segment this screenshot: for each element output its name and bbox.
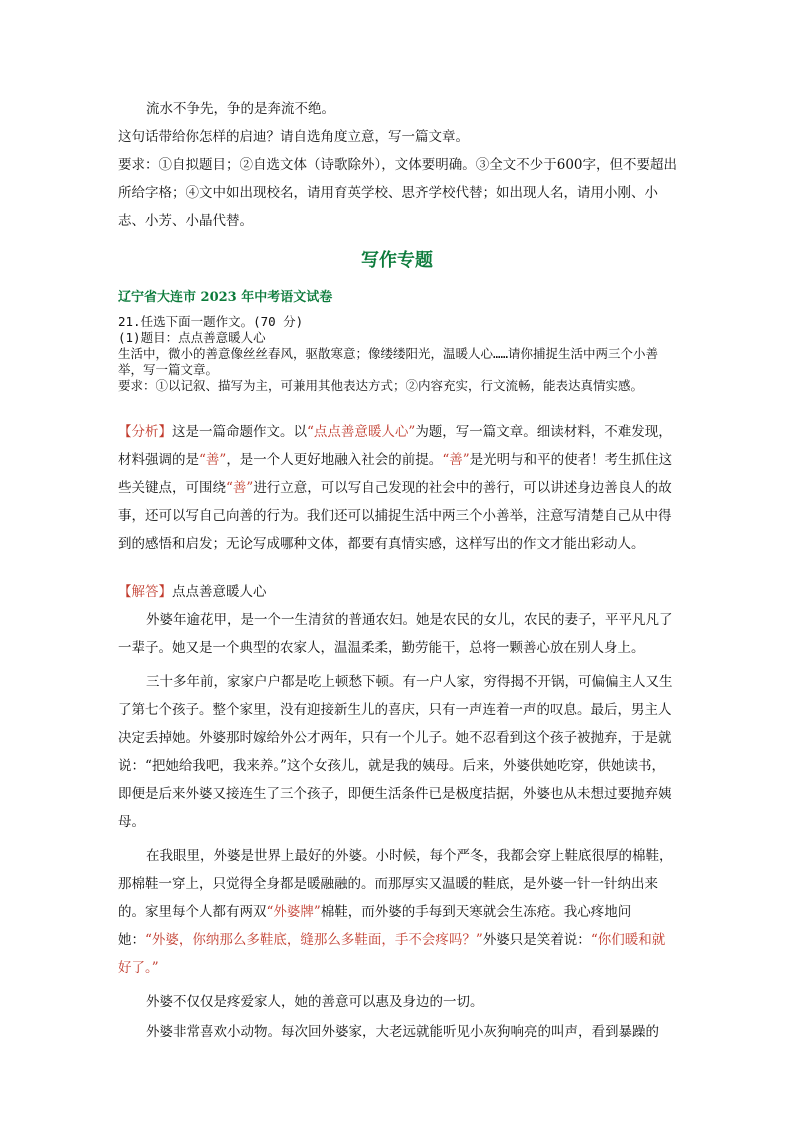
answer-paragraph-4: 外婆不仅仅是疼爱家人，她的善意可以惠及身边的一切。 bbox=[146, 994, 484, 1010]
answer-paragraph-1: 外婆年逾花甲，是一个一生清贫的普通农妇。她是农民的女儿，农民的妻子，平平凡凡了一辈子。她又是一个典型的农家人，温温柔柔，勤劳能干，总将一颗善心放在别人身上。 bbox=[118, 612, 673, 656]
section-title: 写作专题 bbox=[361, 250, 433, 271]
exam-source: 辽宁省大连市 2023 年中考语文试卷 bbox=[118, 290, 333, 305]
question-block bbox=[118, 314, 678, 394]
question-header: 21.任选下面一题作文。(70 分) bbox=[118, 314, 304, 329]
prompt-quote: 流水不争先，争的是奔流不绝。 bbox=[146, 101, 335, 117]
answer-tag: 【解答】 bbox=[118, 584, 172, 600]
question-requirements: 要求：①以记叙、描写为主，可兼用其他表达方式；②内容充实，行文流畅，能表达真情实感。 bbox=[118, 378, 644, 393]
analysis-tag: 【分析】 bbox=[118, 424, 172, 440]
answer-paragraph-3: 在我眼里，外婆是世界上最好的外婆。小时候，每个严冬，我都会穿上鞋底很厚的棉鞋，那棉鞋一穿上，只觉得全身都是暖融融的。而那厚实又温暖的鞋底，是外婆一针一针纳出来的。家里每个人都有两双“外婆牌”棉鞋，而外婆的手每到天寒就会生冻疮。我心疼地问她：“外婆，你纳那么多鞋底，缝那么多鞋面，手不会疼吗？”外婆只是笑着说：“你们暖和就好了。” bbox=[118, 848, 673, 976]
analysis-paragraph: 【分析】这是一篇命题作文。以“点点善意暖人心”为题，写一篇文章。细读材料，不难发现，材料强调的是“善”，是一个人更好地融入社会的前提。“善”是光明与和平的使者！考生抓住这些关键点，可围绕“善”进行立意，可以写自己发现的社会中的善行，可以讲述身边善良人的故事，还可以写自己向善的行为。我们还可以捕捉生活中两三个小善举，注意写清楚自己从中得到的感悟和启发；无论写成哪种文体，都要有真情实感，这样写出的作文才能出彩动人。 bbox=[118, 424, 673, 552]
answer-title: 点点善意暖人心 bbox=[172, 584, 267, 600]
question-text: 生活中，微小的善意像丝丝春风，驱散寒意；像缕缕阳光，温暖人心……请你捕捉生活中两三个小善举，写一篇文章。 bbox=[118, 346, 659, 377]
answer-heading bbox=[118, 578, 678, 606]
answer-paragraph-5: 外婆非常喜欢小动物。每次回外婆家，大老远就能听见小灰狗响亮的叫声，看到暴躁的 bbox=[146, 1024, 659, 1040]
answer-block bbox=[118, 578, 678, 1046]
answer-paragraph-2: 三十多年前，家家户户都是吃上顿愁下顿。有一户人家，穷得揭不开锅，可偏偏主人又生了第七个孩子。整个家里，没有迎接新生儿的喜庆，只有一声连着一声的叹息。最后，男主人决定丢掉她。外婆那时嫁给外公才两年，只有一个儿子。她不忍看到这个孩子被抛弃，于是就说：“把她给我吧，我来养。”这个女孩儿，就是我的姨母。后来，外婆供她吃穿，供她读书，即便是后来外婆又接连生了三个孩子，即便生活条件已是极度拮据，外婆也从未想过要抛弃姨母。 bbox=[118, 674, 673, 830]
prompt-question: 这句话带给你怎样的启迪？请自选角度立意，写一篇文章。 bbox=[118, 129, 469, 145]
analysis-block bbox=[118, 418, 678, 558]
question-topic: (1)题目：点点善意暖人心 bbox=[118, 330, 266, 345]
prompt-block bbox=[118, 95, 678, 235]
prompt-requirements: 要求：①自拟题目；②自选文体（诗歌除外），文体要明确。③全文不少于600字，但不要超出所给字格；④文中如出现校名，请用育英学校、思齐学校代替；如出现人名，请用小刚、小志、小芳、小晶代替。 bbox=[118, 157, 678, 229]
